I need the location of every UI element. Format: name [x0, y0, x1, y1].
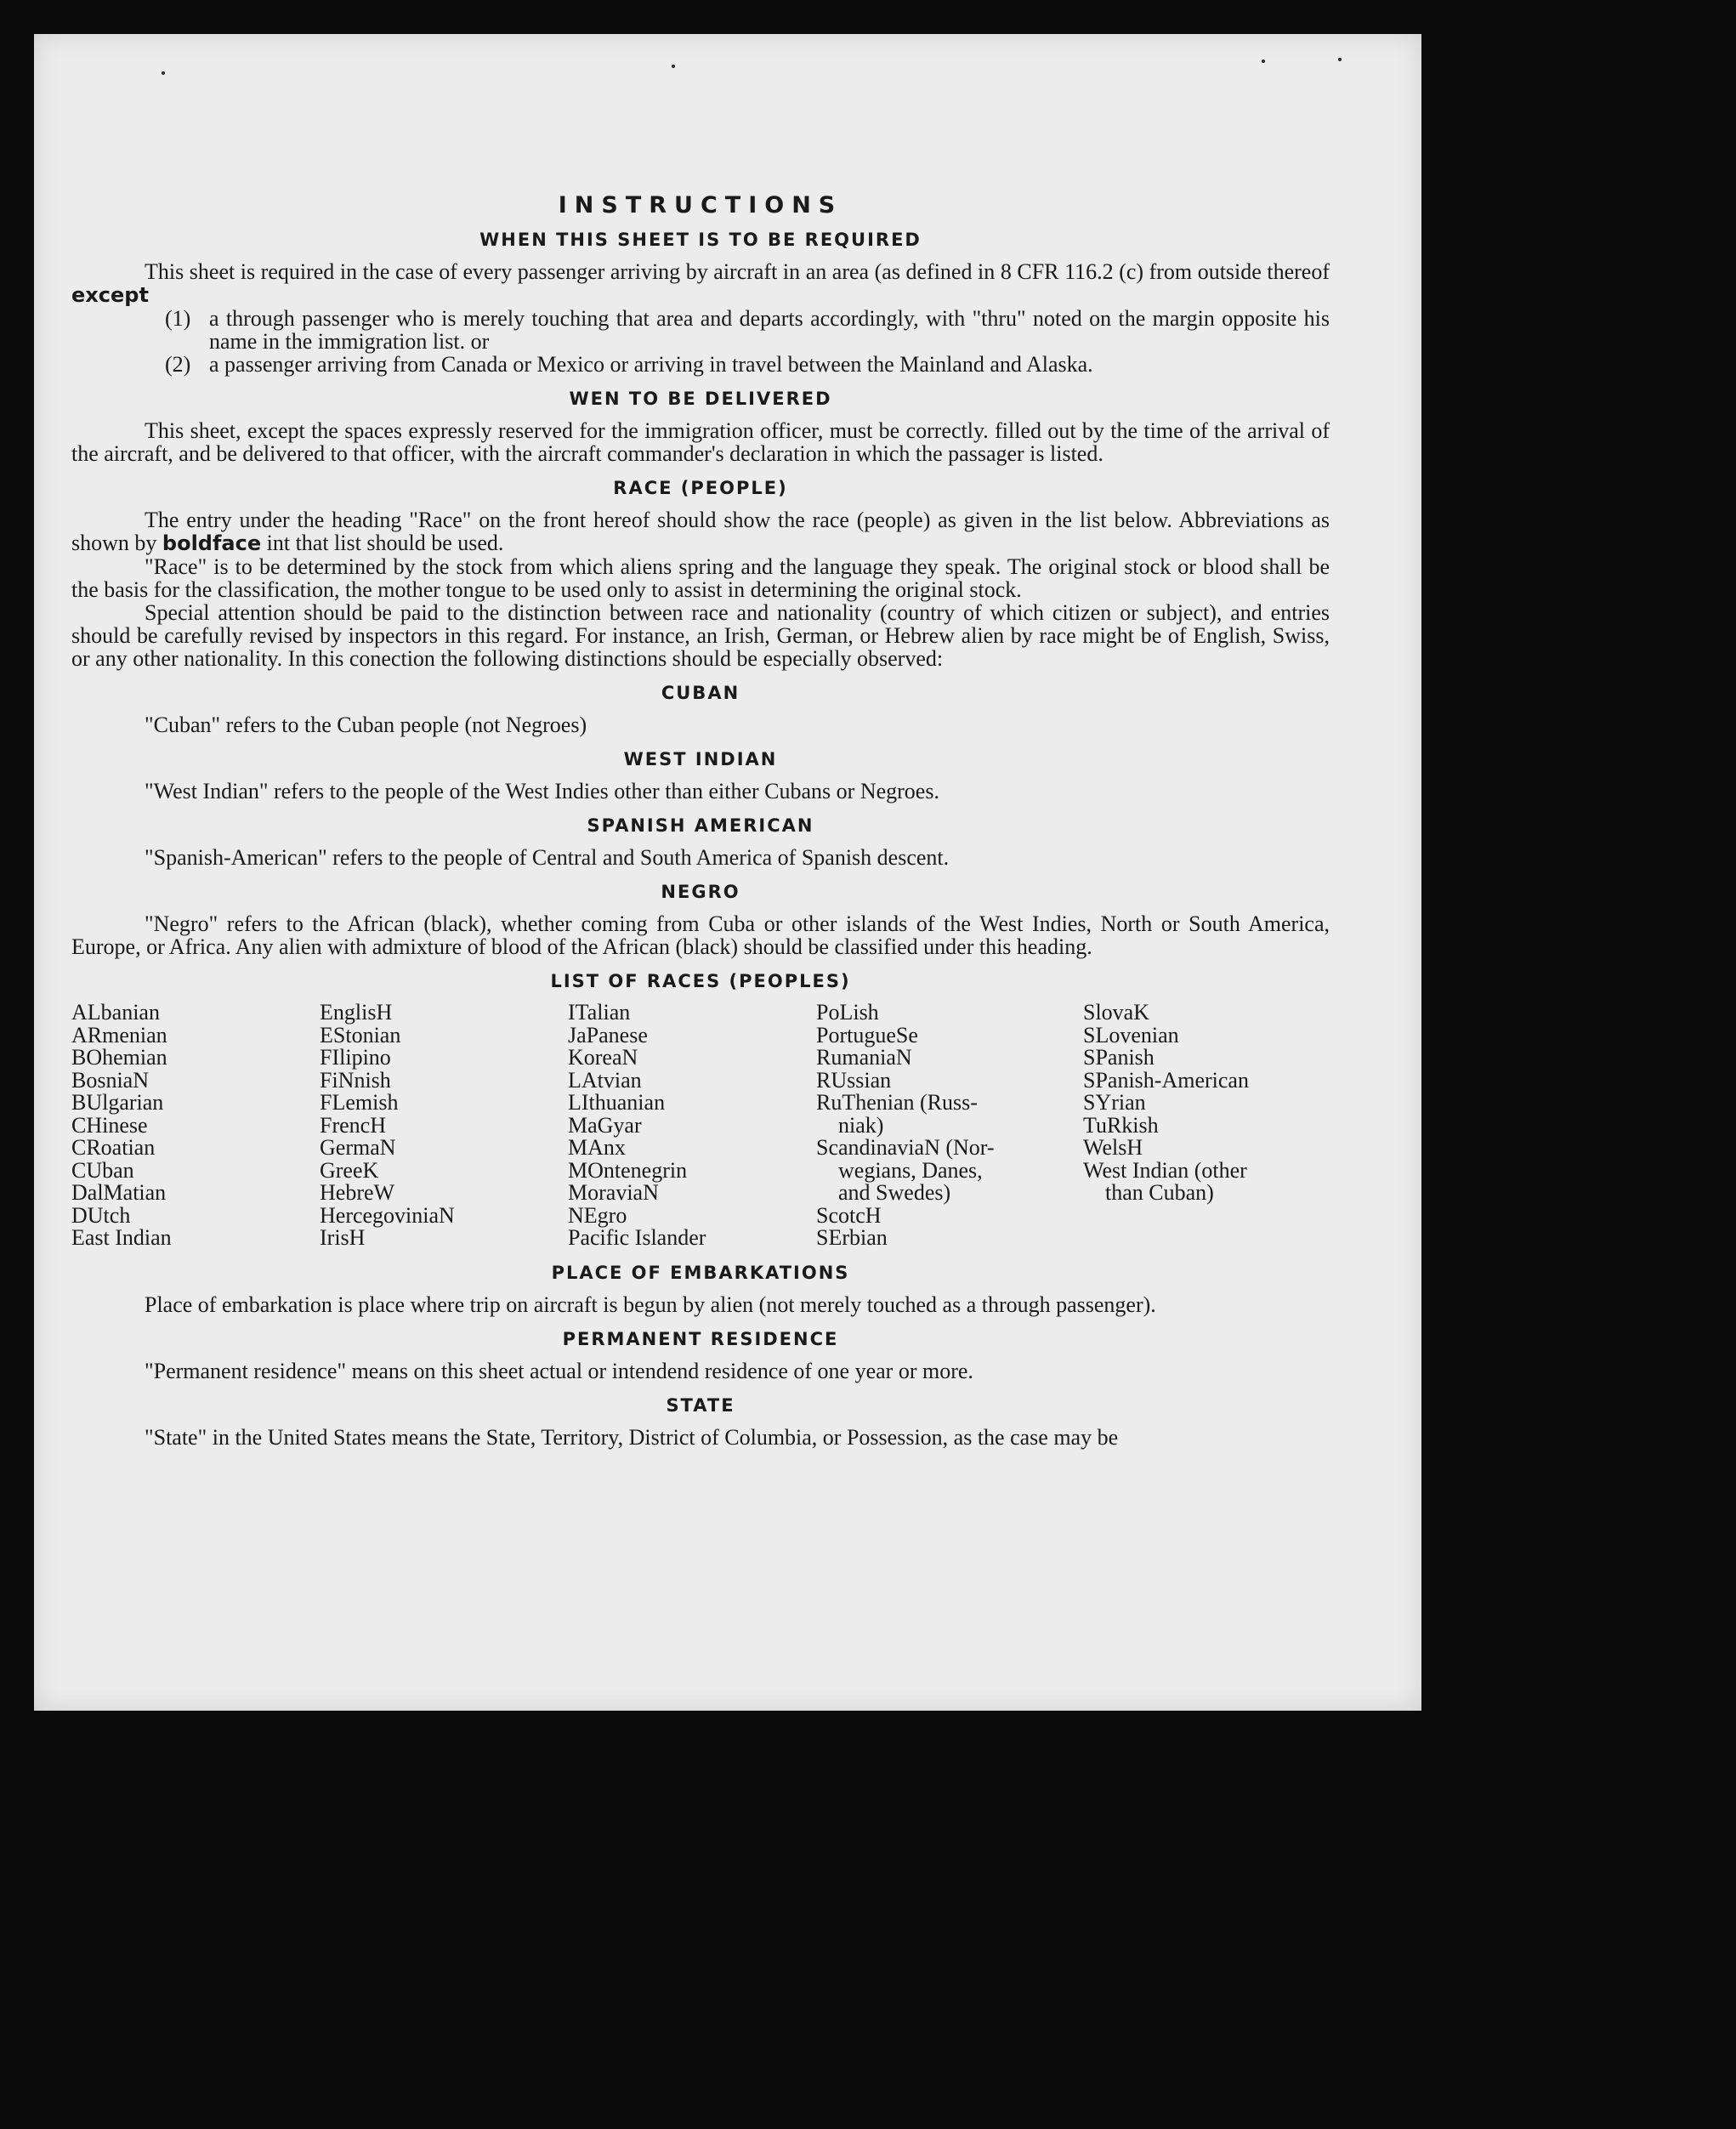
race-entry: MoraviaN	[568, 1180, 659, 1205]
race-entry: EStonian	[320, 1022, 401, 1047]
negro-text: "Negro" refers to the African (black), whether coming from Cuba or other islands of the West Indies, North or South America, Europe, or Africa. Any alien with admixture of blood of the African (black) should be classified under this heading.	[71, 911, 1330, 959]
race-entry: RuThenian (Russ-	[816, 1090, 978, 1115]
heading-cuban: CUBAN	[661, 683, 740, 703]
race-entry: MOntenegrin	[568, 1157, 688, 1183]
race-entry: and Swedes)	[838, 1180, 951, 1205]
heading-embarkation: PLACE OF EMBARKATIONS	[551, 1262, 850, 1283]
race-entry: PortugueSe	[816, 1022, 918, 1047]
race-entry: ARmenian	[71, 1022, 167, 1047]
race-entry: RUssian	[816, 1067, 892, 1093]
race-entry: CUban	[71, 1157, 134, 1183]
race-entry: SlovaK	[1083, 1000, 1149, 1025]
race-entry: FiNnish	[320, 1067, 391, 1093]
race-entry: BUlgarian	[71, 1090, 164, 1115]
heading-negro: NEGRO	[661, 882, 740, 902]
document-page	[34, 34, 1421, 1711]
race-entry: GreeK	[320, 1157, 379, 1183]
heading-delivered: WEN TO BE DELIVERED	[569, 389, 832, 409]
races-column	[816, 1002, 1083, 1250]
race-entry: ScandinaviaN (Nor-	[816, 1135, 995, 1160]
race-entry: PoLish	[816, 1000, 879, 1025]
race-entry: BOhemian	[71, 1045, 167, 1070]
race-entry: than Cuban)	[1105, 1180, 1214, 1205]
boldface-word: boldface	[162, 531, 262, 555]
races-column	[320, 1002, 568, 1250]
required-item: (1) a through passenger who is merely touching that area and departs accordingly, with "thru" noted on the margin opposite his name in the immigration list. or	[165, 306, 1330, 354]
race-entry: LAtvian	[568, 1067, 642, 1093]
race-entry: CHinese	[71, 1112, 148, 1138]
race-entry: MaGyar	[568, 1112, 642, 1138]
race-entry: DUtch	[71, 1202, 131, 1228]
spanish-american-text: "Spanish-American" refers to the people of Central and South America of Spanish descent.	[145, 845, 950, 870]
instructions-content	[71, 153, 1330, 1449]
race-entry: CRoatian	[71, 1135, 156, 1160]
race-entry: LIthuanian	[568, 1090, 666, 1115]
heading-list-of-races: LIST OF RACES (PEOPLES)	[550, 971, 851, 991]
state-text: "State" in the United States means the State, Territory, District of Columbia, or Possession, as the case may be	[145, 1424, 1119, 1450]
race-paragraph-3: Special attention should be paid to the distinction between race and nationality (country of which citizen or subject), and entries should be carefully revised by inspectors in this regard. For instance, an Irish, German, or Hebrew alien by race might be of English, Swiss, or any other nationality. In this conection the following distinctions should be especially observed:	[71, 600, 1330, 671]
race-paragraph-2: "Race" is to be determined by the stock from which aliens spring and the language they speak. The original stock or blood shall be the basis for the classification, the mother tongue to be used only to assist in determining the original stock.	[71, 554, 1330, 602]
west-indian-text: "West Indian" refers to the people of the West Indies other than either Cubans or Negroes.	[145, 779, 939, 803]
race-entry: HercegoviniaN	[320, 1202, 455, 1228]
heading-spanish-american: SPANISH AMERICAN	[587, 815, 814, 836]
except-word: except	[71, 283, 149, 307]
required-item: (2) a passenger arriving from Canada or Mexico or arriving in travel between the Mainland and Alaska.	[165, 352, 1093, 377]
race-entry: WelsH	[1083, 1135, 1143, 1160]
races-column	[71, 1002, 320, 1250]
race-entry: East Indian	[71, 1225, 172, 1250]
residence-text: "Permanent residence" means on this sheet actual or intendend residence of one year or more.	[145, 1358, 973, 1383]
races-column	[568, 1002, 816, 1250]
cuban-text: "Cuban" refers to the Cuban people (not Negroes)	[145, 713, 587, 737]
race-entry: HebreW	[320, 1180, 395, 1205]
race-entry: NEgro	[568, 1202, 627, 1228]
race-entry: SPanish	[1083, 1045, 1154, 1070]
races-column	[1083, 1002, 1330, 1250]
race-entry: ScotcH	[816, 1202, 882, 1228]
race-entry: SLovenian	[1083, 1022, 1179, 1047]
race-entry: KoreaN	[568, 1045, 638, 1070]
race-entry: BosniaN	[71, 1067, 149, 1093]
heading-required: WHEN THIS SHEET IS TO BE REQUIRED	[479, 230, 922, 250]
race-entry: West Indian (other	[1083, 1157, 1247, 1183]
race-entry: RumaniaN	[816, 1045, 912, 1070]
race-entry: JaPanese	[568, 1022, 648, 1047]
embarkation-text: Place of embarkation is place where trip on aircraft is begun by alien (not merely touched as a through passenger).	[145, 1292, 1156, 1317]
required-intro: This sheet is required in the case of every passenger arriving by aircraft in an area (as defined in 8 CFR 116.2 (c) from outside thereof except	[71, 259, 1330, 307]
race-entry: SPanish-American	[1083, 1067, 1249, 1093]
race-entry: FLemish	[320, 1090, 399, 1115]
race-entry: Pacific Islander	[568, 1225, 706, 1250]
race-entry: FrencH	[320, 1112, 386, 1138]
race-entry: niak)	[838, 1112, 884, 1138]
race-entry: EnglisH	[320, 1000, 393, 1025]
race-entry: wegians, Danes,	[838, 1157, 983, 1183]
race-entry: DalMatian	[71, 1180, 167, 1205]
page-title: INSTRUCTIONS	[558, 192, 843, 219]
races-list	[71, 1002, 1330, 1250]
heading-west-indian: WEST INDIAN	[623, 749, 778, 769]
race-entry: SYrian	[1083, 1090, 1146, 1115]
race-entry: IrisH	[320, 1225, 366, 1250]
race-entry: GermaN	[320, 1135, 396, 1160]
delivered-text: This sheet, except the spaces expressly reserved for the immigration officer, must be correctly. filled out by the time of the arrival of the aircraft, and be delivered to that officer, with the aircraft commander's declaration in which the passager is listed.	[71, 418, 1330, 466]
race-entry: ITalian	[568, 1000, 631, 1025]
race-entry: FIlipino	[320, 1045, 391, 1070]
race-entry: ALbanian	[71, 1000, 160, 1025]
heading-race: RACE (PEOPLE)	[613, 478, 788, 498]
race-entry: SErbian	[816, 1225, 888, 1250]
race-paragraph-1: The entry under the heading "Race" on the front hereof should show the race (people) as given in the list below. Abbreviations as shown by boldface int that list should be used.	[71, 508, 1330, 555]
heading-permanent-residence: PERMANENT RESIDENCE	[562, 1328, 839, 1349]
race-entry: MAnx	[568, 1135, 626, 1160]
race-entry: TuRkish	[1083, 1112, 1159, 1138]
heading-state: STATE	[666, 1394, 735, 1416]
